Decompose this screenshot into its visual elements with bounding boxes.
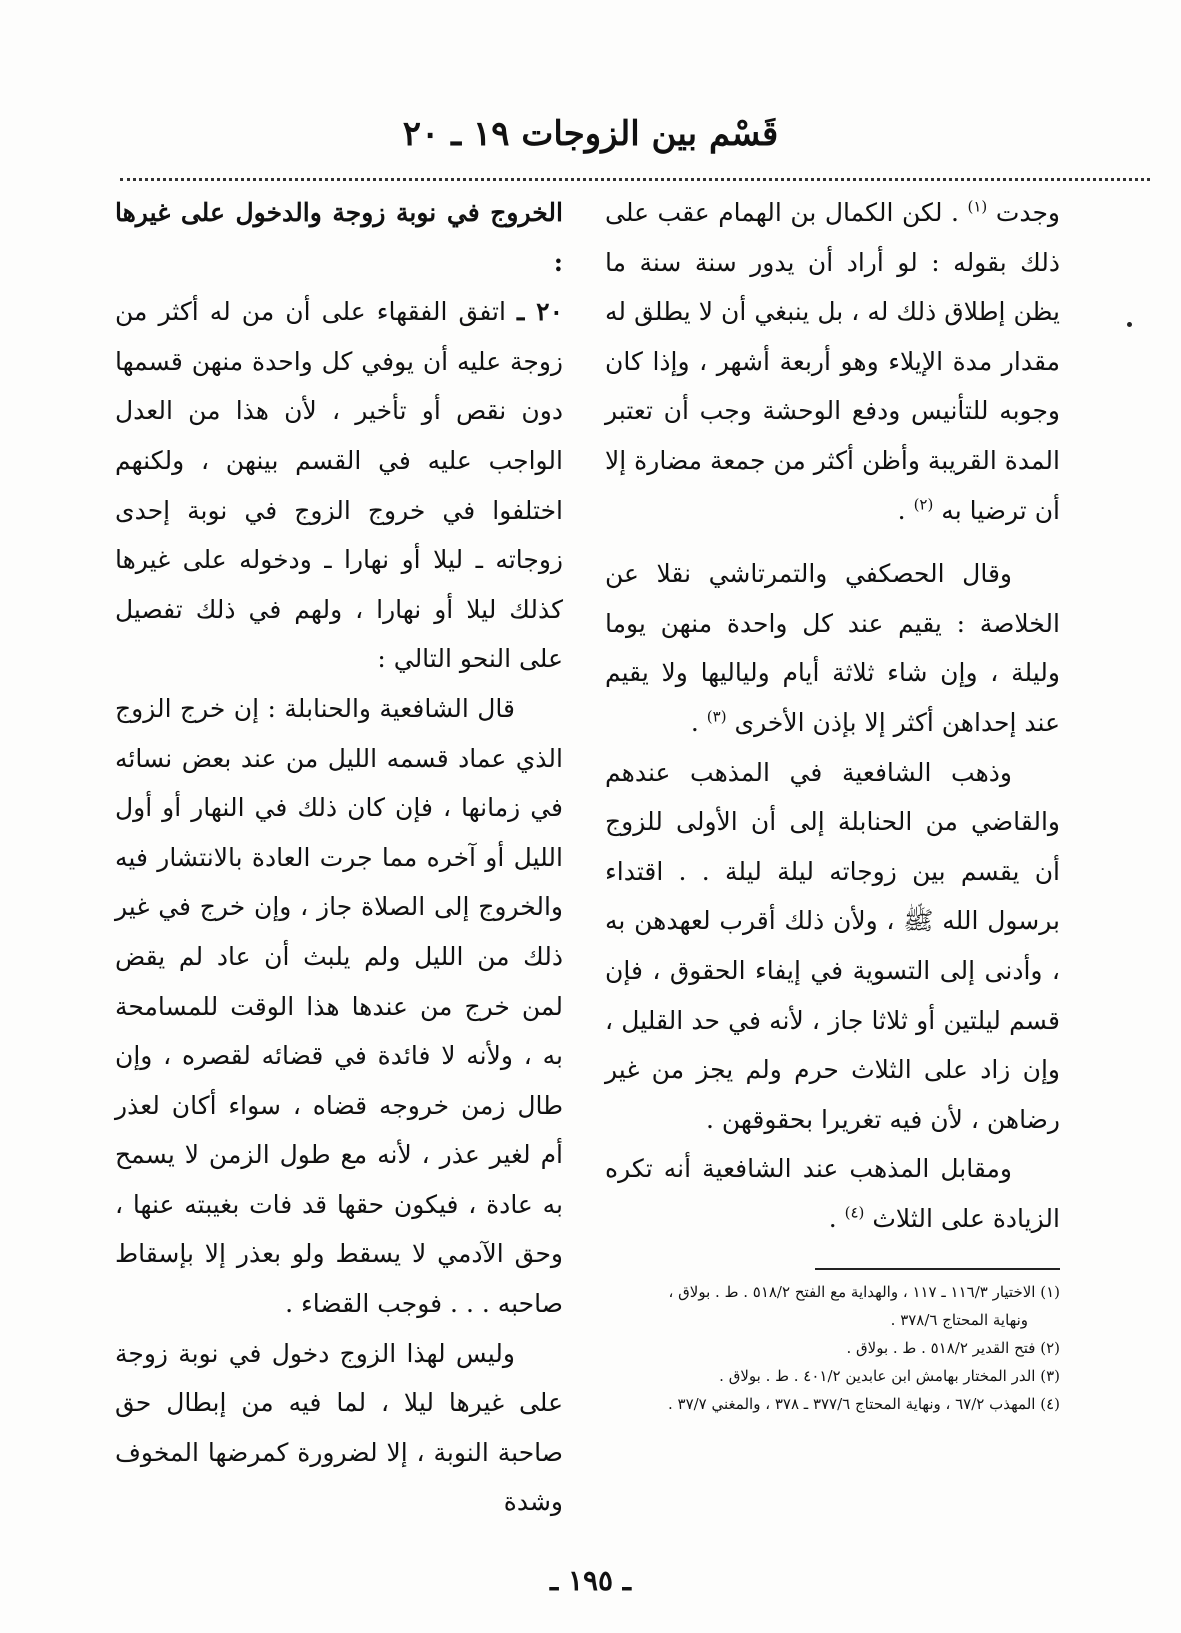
right-p4-text: ومقابل المذهب عند الشافعية أنه تكره الزيادة على الثلاث (605, 1154, 1060, 1233)
right-p2-text: وقال الحصكفي والتمرتاشي نقلا عن الخلاصة : يقيم عند كل واحدة منهن يوما وليلة ، وإن شاء ثلاثة أيام ولياليها ولا يقيم عند إحداهن أكثر إلا بإذن الأخرى (605, 559, 1060, 737)
footnote-ref-1: (١) (967, 197, 988, 216)
left-p3-text: وليس لهذا الزوج دخول في نوبة زوجة على غيرها ليلا ، لما فيه من إبطال حق صاحبة النوبة ، إلا لضرورة كمرضها المخوف وشدة (115, 1338, 563, 1517)
header-dotted-rule (120, 178, 1150, 181)
left-paragraph-2 (115, 684, 563, 1329)
footnotes (630, 1278, 1060, 1418)
footnote-ref-4: (٤) (844, 1203, 865, 1222)
footnote-separator (815, 1268, 1060, 1270)
page-header-title: قَسْم بين الزوجات ١٩ ـ ٢٠ (402, 114, 779, 154)
footnote-1: (١) الاختيار ١١٦/٣ ـ ١١٧ ، والهداية مع الفتح ٥١٨/٢ . ط . بولاق ، ونهاية المحتاج ٣٧٨/٦ . (668, 1283, 1060, 1329)
right-p4-end: . (828, 1203, 837, 1233)
right-column (605, 188, 1060, 1243)
footnote-ref-3: (٣) (706, 707, 727, 726)
left-paragraph-1 (115, 287, 563, 684)
footnote-ref-2: (٢) (913, 495, 934, 514)
right-p1-text-b: . لكن الكمال بن الهمام عقب على ذلك بقوله : لو أراد أن يدور سنة سنة ما يظن إطلاق ذلك له ، بل ينبغي أن لا يطلق له مقدار مدة الإيلاء وهو أربعة أشهر ، وإذا كان وجوبه للتأنيس ودفع الوحشة وجب أن تعتبر المدة القريبة وأظن أكثر من جمعة مضارة إلا أن ترضيا به (605, 198, 1060, 525)
paragraph-number: ٢٠ ـ (517, 297, 563, 327)
right-p2-end: . (690, 707, 699, 737)
left-p1-text: اتفق الفقهاء على أن من له أكثر من زوجة عليه أن يوفي كل واحدة منهن قسمها دون نقص أو تأخير ، لأن هذا من العدل الواجب عليه في القسم بينهن ، ولكنهم اختلفوا في خروج الزوج في نوبة إحدى زوجاته ـ ليلا أو نهارا ـ ودخوله على غيرها كذلك ليلا أو نهارا ، ولهم في ذلك تفصيل على النحو التالي : (115, 297, 563, 674)
footnote-4: (٤) المهذب ٦٧/٢ ، ونهاية المحتاج ٣٧٧/٦ ـ ٣٧٨ ، والمغني ٣٧/٧ . (667, 1395, 1060, 1413)
right-paragraph-1 (605, 188, 1060, 535)
right-paragraph-2 (605, 549, 1060, 747)
page-number: ـ ١٩٥ ـ (549, 1564, 632, 1597)
section-heading: الخروج في نوبة زوجة والدخول على غيرها : (115, 198, 563, 277)
footnote-2: (٢) فتح القدير ٥١٨/٢ . ط . بولاق . (846, 1339, 1060, 1357)
left-p2-text: قال الشافعية والحنابلة : إن خرج الزوج الذي عماد قسمه الليل من عند بعض نسائه في زمانها ، فإن كان ذلك في النهار أو أول الليل أو آخره مما جرت العادة بالانتشار فيه والخروج إلى الصلاة جاز ، وإن خرج في غير ذلك من الليل ولم يلبث أن عاد لم يقض لمن خرج من عندها هذا الوقت للمسامحة به ، ولأنه لا فائدة في قضائه لقصره ، وإن طال زمن خروجه قضاه ، سواء أكان لعذر أم لغير عذر ، لأنه مع طول الزمن لا يسمح به عادة ، فيكون حقها قد فات بغيبته عنها ، وحق الآدمي لا يسقط ولو بعذر إلا بإسقاط صاحبه . . . فوجب القضاء . (115, 693, 563, 1319)
right-p3-text: وذهب الشافعية في المذهب عندهم والقاضي من الحنابلة إلى أن الأولى للزوج أن يقسم بين زوجاته ليلة ليلة . . اقتداء برسول الله ﷺ ، ولأن ذلك أقرب لعهدهن به ، وأدنى إلى التسوية في إيفاء الحقوق ، فإن قسم ليلتين أو ثلاثا جاز ، لأنه في حد القليل ، وإن زاد على الثلاث حرم ولم يجز من غير رضاهن ، لأن فيه تغريرا بحقوقهن . (605, 757, 1060, 1134)
left-column (115, 188, 563, 1527)
right-paragraph-3 (605, 748, 1060, 1145)
right-p1-text-a: وجدت (995, 198, 1060, 227)
margin-dot (1127, 322, 1132, 327)
right-p1-text-c: . (897, 495, 906, 525)
left-paragraph-3 (115, 1329, 563, 1527)
right-paragraph-4 (605, 1144, 1060, 1243)
footnote-3: (٣) الدر المختار بهامش ابن عابدين ٤٠١/٢ . ط . بولاق . (719, 1367, 1060, 1385)
